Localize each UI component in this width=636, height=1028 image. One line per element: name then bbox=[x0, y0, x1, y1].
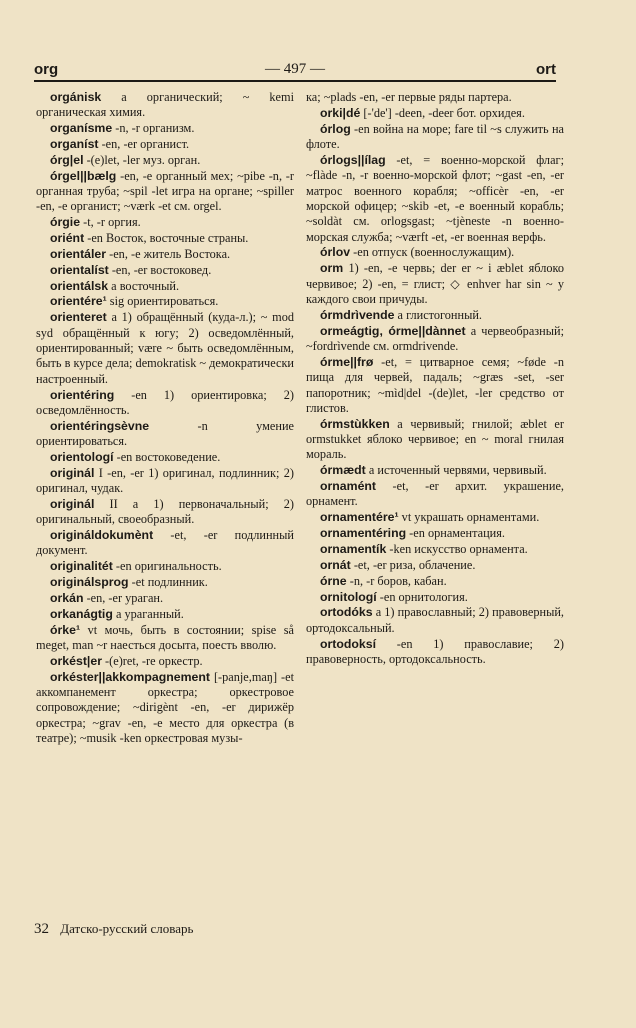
entry-definition: -et, = цитварное семя; ~føde -n пища для червей, падаль; ~græs -set, -ser папоротник; ~mìd|del -(de)let, -ler средство от глистов. bbox=[306, 354, 564, 415]
entry-headword: originál bbox=[50, 496, 95, 511]
right-column bbox=[306, 90, 564, 668]
dictionary-entry bbox=[36, 153, 294, 168]
entry-definition: -en, -er органист. bbox=[98, 137, 190, 152]
dictionary-entry bbox=[306, 122, 564, 153]
dictionary-entry bbox=[306, 106, 564, 121]
dictionary-entry bbox=[36, 279, 294, 294]
entry-definition: a 1) православный; 2) правоверный, ортодоксальный. bbox=[306, 605, 564, 635]
book-title: Датско-русский словарь bbox=[60, 921, 194, 936]
entry-headword: órlog bbox=[320, 121, 351, 136]
dictionary-entry bbox=[36, 419, 294, 450]
entry-headword: orki|dé bbox=[320, 105, 361, 120]
dictionary-entry bbox=[36, 497, 294, 528]
entry-headword: orkéster||akkompagnement bbox=[50, 669, 210, 684]
dictionary-entry bbox=[306, 324, 564, 355]
dictionary-entry bbox=[36, 215, 294, 230]
entry-definition: -en орнитология. bbox=[376, 589, 468, 604]
entry-definition: -en отпуск (военнослужащим). bbox=[350, 245, 515, 260]
page-number: — 497 — bbox=[265, 61, 325, 77]
entry-definition: a червеобразный; ~fordrìvende см. ormdrivende. bbox=[306, 323, 564, 353]
entry-definition: -ken искусство орнамента. bbox=[386, 541, 528, 556]
entry-headword: ortodóks bbox=[320, 605, 373, 620]
dictionary-entry bbox=[306, 590, 564, 605]
entry-headword: orientologí bbox=[50, 449, 114, 464]
dictionary-entry bbox=[36, 247, 294, 262]
entry-definition: -n, -r организм. bbox=[112, 121, 195, 136]
dictionary-entry bbox=[306, 90, 564, 105]
entry-definition: -en, -er ураган. bbox=[83, 591, 164, 605]
entry-headword: orienteret bbox=[50, 310, 107, 325]
entry-definition: -en востоковедение. bbox=[113, 449, 221, 464]
signature-number: 32 bbox=[34, 921, 49, 937]
left-column bbox=[36, 90, 294, 747]
dictionary-entry bbox=[36, 263, 294, 278]
entry-definition: a органический; ~ kemi органическая химия. bbox=[36, 90, 294, 120]
dictionary-entry bbox=[306, 355, 564, 416]
dictionary-entry bbox=[306, 308, 564, 323]
entry-definition: -en оригинальность. bbox=[112, 559, 222, 574]
dictionary-entry bbox=[36, 575, 294, 590]
entry-definition: -et, -er риза, облачение. bbox=[350, 557, 476, 572]
dictionary-entry bbox=[306, 463, 564, 478]
entry-definition: a источенный червями, червивый. bbox=[365, 463, 547, 478]
dictionary-entry bbox=[36, 466, 294, 497]
entry-definition: -et, -er архит. украшение, орнамент. bbox=[306, 479, 564, 509]
entry-definition: -en Восток, восточные страны. bbox=[84, 231, 249, 246]
dictionary-entry bbox=[306, 261, 564, 307]
dictionary-entry bbox=[36, 450, 294, 465]
running-header bbox=[34, 52, 556, 82]
dictionary-entry bbox=[36, 231, 294, 246]
entry-definition: [-'de'] -deen, -deer бот. орхидея. bbox=[360, 105, 525, 120]
entry-headword: órlogs||ílag bbox=[320, 152, 386, 167]
dictionary-entry bbox=[306, 542, 564, 557]
entry-headword: órke¹ bbox=[50, 622, 81, 637]
dictionary-entry bbox=[306, 245, 564, 260]
entry-headword: ormeágtig, órme||dànnet bbox=[320, 323, 466, 338]
entry-definition: -n, -r боров, кабан. bbox=[346, 573, 447, 588]
dictionary-entry bbox=[36, 623, 294, 654]
entry-definition: -en 1) православие; 2) правоверность, ортодоксальность. bbox=[306, 636, 564, 666]
entry-headword: originalitét bbox=[50, 559, 113, 574]
entry-definition: -en война на море; fare til ~s служить на флоте. bbox=[306, 121, 564, 152]
dictionary-entry bbox=[36, 169, 294, 215]
entry-definition: -n умение ориентироваться. bbox=[36, 418, 294, 449]
dictionary-entry bbox=[36, 310, 294, 387]
entry-headword: originál bbox=[50, 465, 95, 480]
entry-definition: [-panje,maŋ] -et аккомпанемент оркестра; оркестровое сопровождение; ~dirigènt -en, -er дирижёр оркестра; ~grav -en, -e место для оркестра (в театре); ~musik -ken оркестровая музы- bbox=[36, 669, 294, 746]
entry-definition: -et, = военно-морской флаг; ~flàde -n, -r военно-морской флот; ~gast -en, -er матрос военного корабля; ~officèr -en, -er морской офицер; ~skib -et, -e военный корабль; ~soldàt см. orlogsgast; ~tjèneste -n военно-морская служба; ~værft -et, -er военная верфь. bbox=[306, 152, 564, 244]
entry-headword: orientéring bbox=[50, 387, 115, 402]
entry-headword: órmædt bbox=[320, 463, 366, 478]
entry-definition: -et, -er подлинный документ. bbox=[36, 528, 294, 558]
entry-definition: a глистогонный. bbox=[394, 307, 483, 322]
entry-headword: orientalíst bbox=[50, 262, 109, 277]
entry-headword: ornitologí bbox=[320, 589, 377, 604]
entry-headword: ornát bbox=[320, 557, 351, 572]
entry-headword: orientáler bbox=[50, 246, 107, 261]
dictionary-entry bbox=[306, 153, 564, 245]
dictionary-entry bbox=[306, 510, 564, 525]
entry-headword: orientálsk bbox=[50, 278, 109, 293]
entry-headword: órg|el bbox=[50, 152, 84, 167]
entry-headword: ortodoksí bbox=[320, 636, 377, 651]
entry-headword: orkán bbox=[50, 591, 84, 605]
dictionary-entry bbox=[306, 605, 564, 636]
entry-definition: 1) -en, -e червь; der er ~ i æblet яблоко червивое; 2) -en, = глист; ◇ enhver har sin ~ у каждого свои причуды. bbox=[306, 261, 564, 306]
entry-definition: vt украшать орнаментами. bbox=[398, 510, 540, 525]
dictionary-entry bbox=[36, 90, 294, 121]
dictionary-entry bbox=[36, 559, 294, 574]
entry-definition: -en орнаментация. bbox=[406, 526, 505, 541]
entry-definition: -en, -e житель Востока. bbox=[106, 246, 231, 261]
entry-headword: orientére¹ bbox=[50, 294, 107, 309]
entry-definition: a восточный. bbox=[108, 278, 180, 293]
dictionary-entry bbox=[36, 388, 294, 419]
dictionary-entry bbox=[36, 670, 294, 747]
entry-headword: órne bbox=[320, 573, 347, 588]
entry-definition: a 1) обращённый (куда-л.); ~ mod syd обращённый к югу; 2) осведомлённый, ориентированный; være ~ быть осведомлённым, быть в курсе дела; demokratisk ~ демократически настроенный. bbox=[36, 310, 294, 386]
dictionary-entry bbox=[306, 637, 564, 668]
dictionary-entry bbox=[306, 479, 564, 510]
entry-headword: órlov bbox=[320, 245, 351, 260]
entry-headword: orkanágtig bbox=[50, 606, 113, 621]
entry-headword: ornamentéring bbox=[320, 526, 407, 541]
entry-headword: orkést|er bbox=[50, 653, 102, 668]
dictionary-entry bbox=[36, 591, 294, 606]
entry-headword: ornamentík bbox=[320, 541, 387, 556]
entry-definition: -en, -e органный мех; ~pibe -n, -r органная труба; ~spil -let игра на органе; ~spiller -en, -e органист; ~værk -et см. orgel. bbox=[36, 168, 294, 214]
entry-headword: originálsprog bbox=[50, 575, 129, 590]
entry-headword: organísme bbox=[50, 121, 113, 136]
entry-headword: órmstùkken bbox=[320, 416, 390, 431]
signature-footer bbox=[34, 921, 193, 938]
entry-definition: -en, -er востоковед. bbox=[108, 262, 212, 277]
entry-definition: a ураганный. bbox=[112, 606, 184, 621]
entry-headword: oriént bbox=[50, 231, 85, 246]
dictionary-entry bbox=[306, 417, 564, 463]
entry-headword: orgánisk bbox=[50, 90, 102, 104]
entry-headword: órgie bbox=[50, 215, 81, 230]
entry-definition: -(e)let, -ler муз. орган. bbox=[83, 152, 201, 167]
entry-headword: órgel||bælg bbox=[50, 168, 117, 183]
entry-definition: sig ориентироваться. bbox=[106, 294, 219, 309]
entry-definition: -et подлинник. bbox=[128, 575, 208, 590]
entry-headword: órmdrìvende bbox=[320, 307, 395, 322]
entry-headword: organíst bbox=[50, 137, 99, 152]
entry-definition: -t, -r оргия. bbox=[80, 215, 141, 230]
entry-definition: I -en, -er 1) оригинал, подлинник; 2) оригинал, чудак. bbox=[36, 465, 294, 496]
entry-definition: ка; ~plads -en, -er первые ряды партера. bbox=[306, 90, 512, 104]
dictionary-entry bbox=[36, 654, 294, 669]
entry-definition: vt мочь, быть в состоянии; spise så meget, man ~r наесться досыта, поесть вволю. bbox=[36, 622, 294, 653]
dictionary-entry bbox=[306, 526, 564, 541]
dictionary-entry bbox=[36, 294, 294, 309]
entry-definition: -en 1) ориентировка; 2) осведомлённость. bbox=[36, 387, 294, 417]
entry-definition: II a 1) первоначальный; 2) оригинальный, своеобразный. bbox=[36, 496, 294, 527]
entry-definition: a червивый; гнилой; æblet er ormstukket яблоко червивое; en ~ moral гнилая мораль. bbox=[306, 416, 564, 462]
dictionary-entry bbox=[36, 528, 294, 559]
entry-headword: orm bbox=[320, 261, 344, 276]
entry-headword: ornamént bbox=[320, 479, 377, 494]
dictionary-entry bbox=[36, 121, 294, 136]
dictionary-entry bbox=[36, 607, 294, 622]
dictionary-entry bbox=[36, 137, 294, 152]
entry-headword: órme||frø bbox=[320, 354, 374, 369]
dictionary-entry bbox=[306, 574, 564, 589]
entry-headword: origináldokumènt bbox=[50, 528, 154, 543]
header-guide-word-right: ort bbox=[536, 61, 556, 78]
header-guide-word-left: org bbox=[34, 61, 59, 78]
dictionary-entry bbox=[306, 558, 564, 573]
entry-headword: ornamentére¹ bbox=[320, 510, 399, 525]
entry-headword: orientéringsèvne bbox=[50, 418, 150, 433]
entry-definition: -(e)ret, -re оркестр. bbox=[101, 653, 203, 668]
